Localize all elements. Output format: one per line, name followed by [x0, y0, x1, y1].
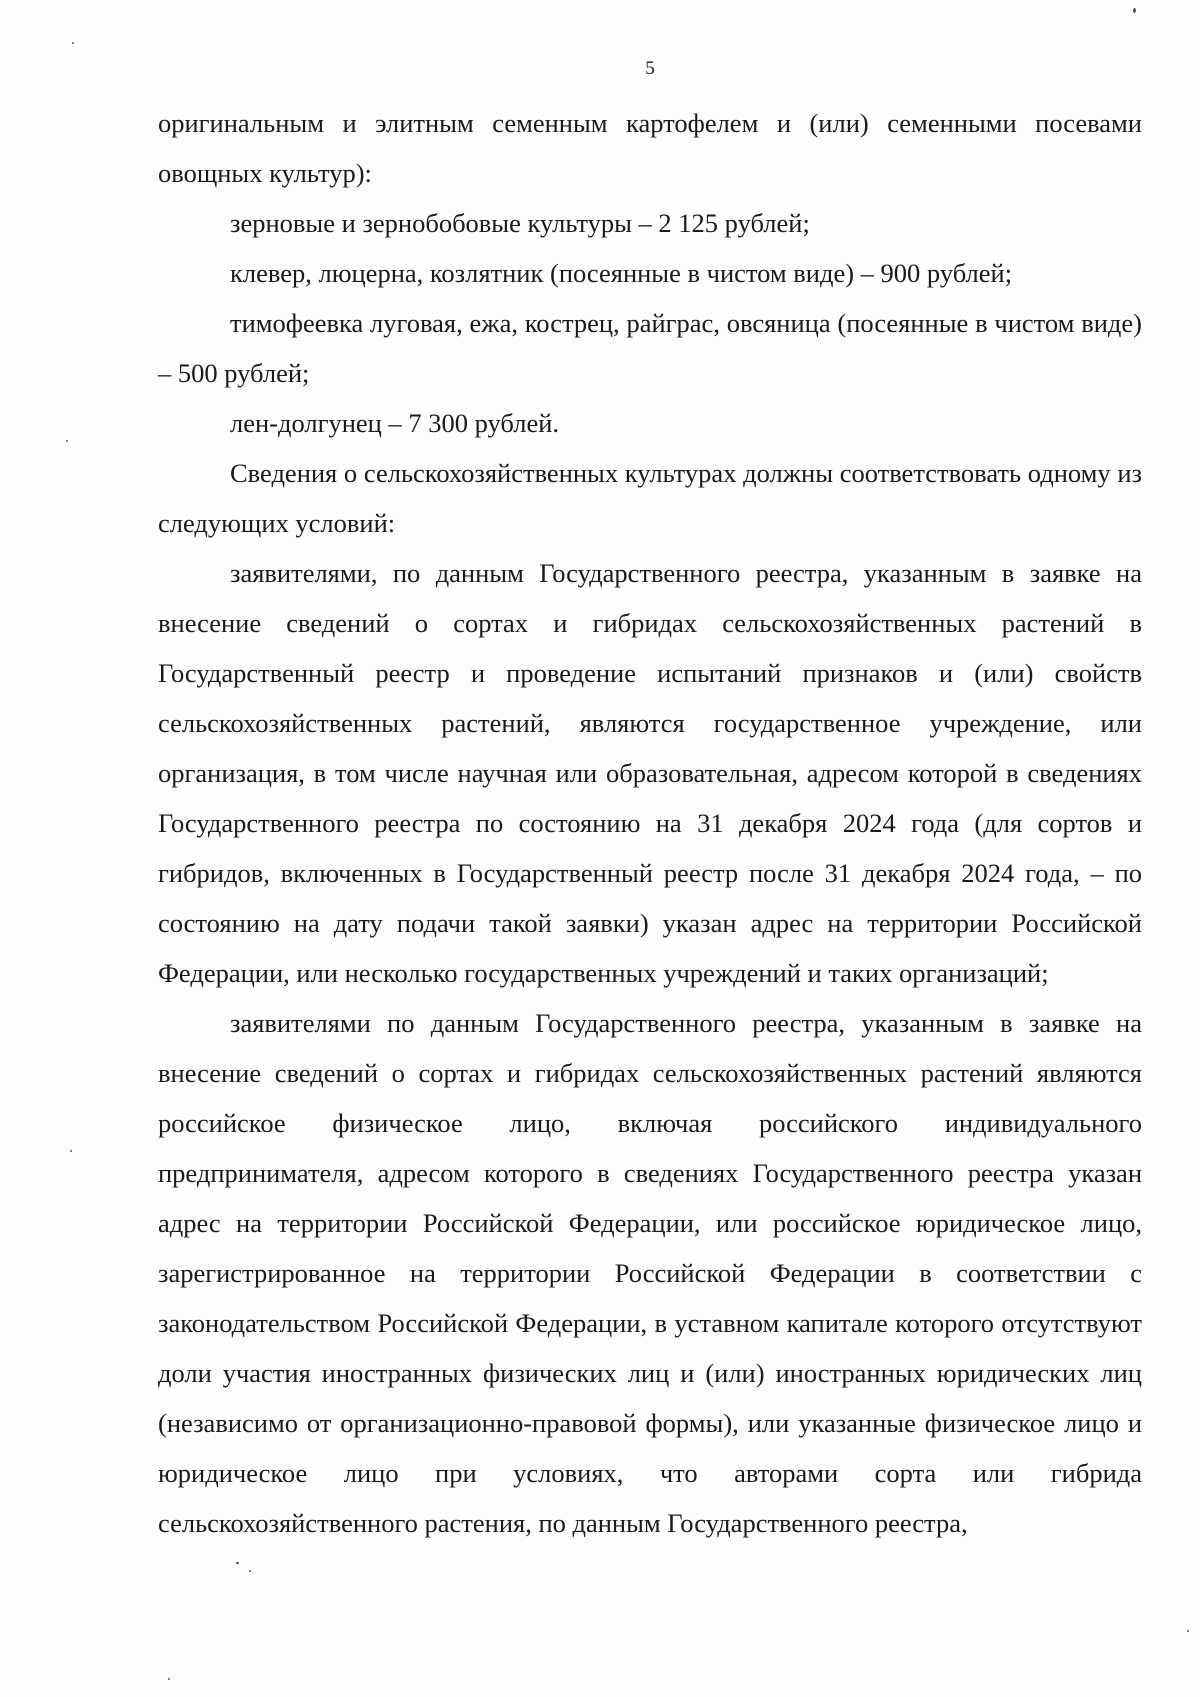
scan-speck	[1133, 8, 1136, 13]
paragraph-condition-state-org: заявителями, по данным Государственного реестра, указанным в заявке на внесение сведений о сортах и гибридах сельскохозяйственных растений в Государственный реестр и проведение испытаний признаков и (или) свойств сельскохозяйственных растений, являются государственное учреждение, или организация, в том числе научная или образовательная, адресом которой в сведениях Государственного реестра по состоянию на 31 декабря 2024 года (для сортов и гибридов, включенных в Государственный реестр после 31 декабря 2024 года, – по состоянию на дату подачи такой заявки) указан адрес на территории Российской Федерации, или несколько государственных учреждений и таких организаций;	[158, 558, 1142, 988]
page-number: 5	[645, 58, 655, 79]
paragraph-continuation: оригинальным и элитным семенным картофелем и (или) семенными посевами овощных культур):	[158, 108, 1142, 188]
scan-speck	[66, 440, 68, 442]
scan-speck	[236, 1562, 239, 1564]
list-item-clover: клевер, люцерна, козлятник (посеянные в чистом виде) – 900 рублей;	[230, 258, 1013, 288]
scan-speck	[72, 42, 74, 44]
paragraph-conditions-intro: Сведения о сельскохозяйственных культурах должны соответствовать одному из следующих условий:	[158, 458, 1142, 538]
scan-speck	[1187, 1630, 1189, 1632]
document-body	[158, 98, 1142, 1548]
paragraph-condition-russian-person: заявителями по данным Государственного реестра, указанным в заявке на внесение сведений о сортах и гибридах сельскохозяйственных растений являются российское физическое лицо, включая российского индивидуального предпринимателя, адресом которого в сведениях Государственного реестра указан адрес на территории Российской Федерации, или российское юридическое лицо, зарегистрированное на территории Российской Федерации в соответствии с законодательством Российской Федерации, в уставном капитале которого отсутствуют доли участия иностранных физических лиц и (или) иностранных юридических лиц (независимо от организационно-правовой формы), или указанные физическое лицо и юридическое лицо при условиях, что авторами сорта или гибрида сельскохозяйственного растения, по данным Государственного реестра,	[158, 1008, 1142, 1538]
scan-speck	[249, 1570, 251, 1572]
list-item-timothy: тимофеевка луговая, ежа, кострец, райграс, овсяница (посеянные в чистом виде) – 500 рублей;	[158, 308, 1142, 388]
scan-speck	[70, 1150, 72, 1152]
list-item-grain: зерновые и зернобобовые культуры – 2 125 рублей;	[230, 208, 810, 238]
list-item-flax: лен-долгунец – 7 300 рублей.	[230, 408, 560, 438]
scan-speck	[168, 1678, 170, 1680]
